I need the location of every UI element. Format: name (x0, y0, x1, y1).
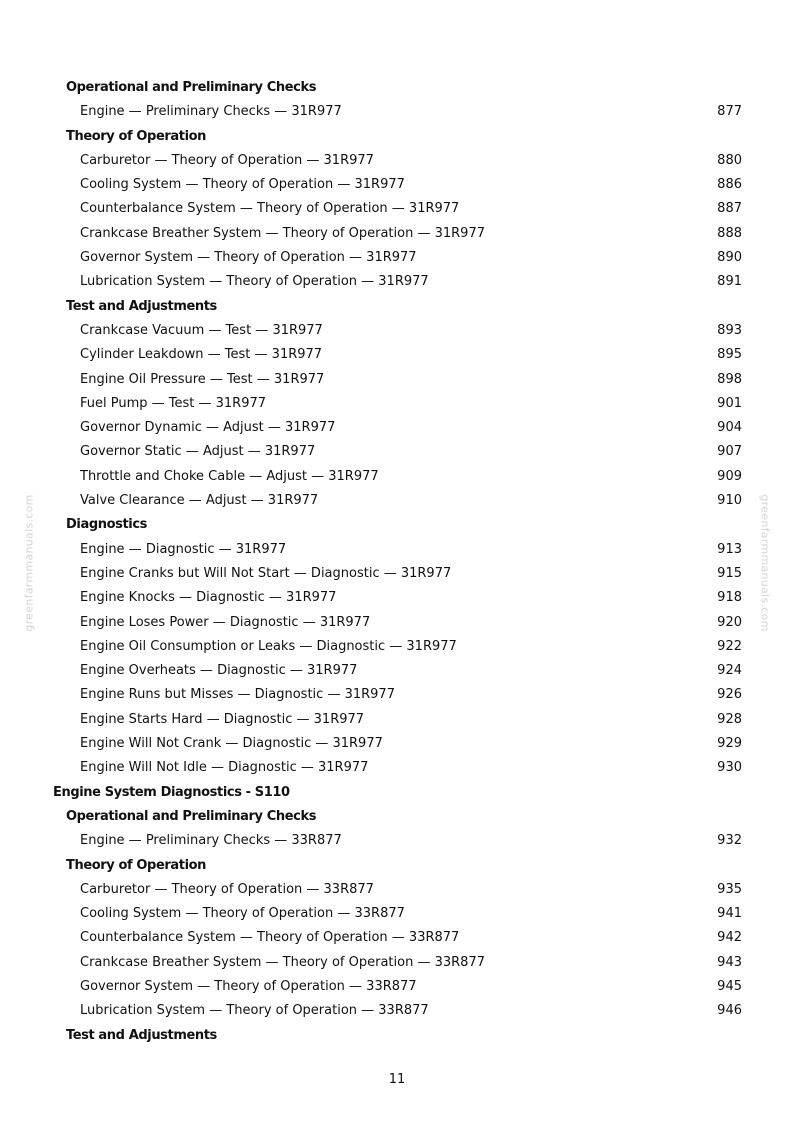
watermark-left: greenfarmmanuals.com (22, 494, 36, 632)
toc-entry-page[interactable]: 943 (717, 954, 742, 970)
toc-entry-page[interactable]: 915 (717, 565, 742, 581)
toc-entry-page[interactable]: 898 (717, 371, 742, 387)
toc-entry-page[interactable]: 888 (717, 225, 742, 241)
toc-entry-title[interactable]: Engine Oil Pressure — Test — 31R977 (80, 371, 325, 387)
toc-entry[interactable] (0, 878, 794, 902)
toc-entry-page[interactable]: 945 (717, 978, 742, 994)
toc-entry[interactable] (0, 635, 794, 659)
toc-entry[interactable] (0, 416, 794, 440)
toc-entry-title[interactable]: Fuel Pump — Test — 31R977 (80, 395, 267, 411)
toc-entry-page[interactable]: 910 (717, 493, 742, 509)
toc-entry-title[interactable]: Engine Oil Consumption or Leaks — Diagnostic — 31R977 (80, 638, 457, 654)
toc-entry-title[interactable]: Governor System — Theory of Operation — 33R877 (80, 978, 417, 994)
toc-entry-page[interactable]: 926 (717, 687, 742, 703)
toc-heading-label: Theory of Operation (66, 857, 207, 873)
toc-entry-page[interactable]: 922 (717, 638, 742, 654)
toc-entry[interactable] (0, 173, 794, 197)
toc-heading-label: Theory of Operation (66, 128, 207, 144)
toc-entry[interactable] (0, 829, 794, 853)
toc-entry[interactable] (0, 440, 794, 464)
toc-entry-title[interactable]: Crankcase Vacuum — Test — 31R977 (80, 322, 323, 338)
toc-entry[interactable] (0, 270, 794, 294)
toc-entry-page[interactable]: 904 (717, 420, 742, 436)
toc-section-heading (0, 1024, 794, 1048)
toc-entry-page[interactable]: 941 (717, 906, 742, 922)
toc-entry-page[interactable]: 907 (717, 444, 742, 460)
toc-entry-title[interactable]: Cooling System — Theory of Operation — 33R877 (80, 906, 405, 922)
toc-entry-title[interactable]: Engine Loses Power — Diagnostic — 31R977 (80, 614, 371, 630)
toc-entry[interactable] (0, 999, 794, 1023)
toc-entry-title[interactable]: Engine Starts Hard — Diagnostic — 31R977 (80, 711, 365, 727)
toc-entry-page[interactable]: 909 (717, 468, 742, 484)
toc-entry-page[interactable]: 929 (717, 736, 742, 752)
toc-entry-title[interactable]: Governor Static — Adjust — 31R977 (80, 444, 316, 460)
toc-entry-title[interactable]: Lubrication System — Theory of Operation — 31R977 (80, 274, 429, 290)
toc-entry-title[interactable]: Engine — Diagnostic — 31R977 (80, 541, 287, 557)
toc-entry[interactable] (0, 246, 794, 270)
toc-entry-page[interactable]: 901 (717, 395, 742, 411)
toc-entry-title[interactable]: Carburetor — Theory of Operation — 31R977 (80, 152, 374, 168)
toc-entry[interactable] (0, 732, 794, 756)
toc-entry-title[interactable]: Engine Knocks — Diagnostic — 31R977 (80, 590, 337, 606)
toc-entry[interactable] (0, 368, 794, 392)
toc-entry-title[interactable]: Engine Will Not Crank — Diagnostic — 31R977 (80, 736, 383, 752)
toc-entry-title[interactable]: Crankcase Breather System — Theory of Operation — 31R977 (80, 225, 485, 241)
toc-entry-page[interactable]: 877 (717, 104, 742, 120)
toc-entry-title[interactable]: Counterbalance System — Theory of Operation — 31R977 (80, 201, 460, 217)
toc-entry[interactable] (0, 975, 794, 999)
toc-entry[interactable] (0, 562, 794, 586)
toc-entry-page[interactable]: 932 (717, 833, 742, 849)
toc-entry-title[interactable]: Crankcase Breather System — Theory of Operation — 33R877 (80, 954, 485, 970)
toc-section-heading (0, 125, 794, 149)
toc-entry-page[interactable]: 880 (717, 152, 742, 168)
toc-section-heading (0, 854, 794, 878)
toc-entry-page[interactable]: 890 (717, 250, 742, 266)
toc-section-heading (0, 295, 794, 319)
toc-entry-title[interactable]: Valve Clearance — Adjust — 31R977 (80, 493, 319, 509)
toc-entry[interactable] (0, 683, 794, 707)
toc-entry[interactable] (0, 951, 794, 975)
toc-entry-page[interactable]: 886 (717, 177, 742, 193)
toc-entry-page[interactable]: 887 (717, 201, 742, 217)
page-number: 11 (388, 1072, 406, 1087)
toc-entry-title[interactable]: Engine — Preliminary Checks — 31R977 (80, 104, 342, 120)
toc-entry-page[interactable]: 918 (717, 590, 742, 606)
toc-heading-label: Engine System Diagnostics - S110 (53, 784, 290, 800)
toc-heading-label: Test and Adjustments (66, 298, 217, 314)
toc-section-heading (0, 805, 794, 829)
toc-entry-page[interactable]: 930 (717, 760, 742, 776)
toc-entry-title[interactable]: Engine — Preliminary Checks — 33R877 (80, 833, 342, 849)
toc-entry-page[interactable]: 891 (717, 274, 742, 290)
toc-heading-label: Diagnostics (66, 517, 147, 533)
watermark-right: greenfarmmanuals.com (758, 494, 772, 632)
toc-entry[interactable] (0, 489, 794, 513)
toc-entry[interactable] (0, 343, 794, 367)
toc-heading-label: Operational and Preliminary Checks (66, 80, 317, 95)
toc-entry-page[interactable]: 935 (717, 881, 742, 897)
toc-entry-title[interactable]: Engine Overheats — Diagnostic — 31R977 (80, 663, 358, 679)
toc-entry[interactable] (0, 100, 794, 124)
toc-entry[interactable] (0, 756, 794, 780)
toc-entry[interactable] (0, 659, 794, 683)
table-of-contents (0, 76, 794, 1048)
toc-entry[interactable] (0, 222, 794, 246)
toc-entry[interactable] (0, 319, 794, 343)
toc-section-heading (0, 76, 794, 100)
toc-entry[interactable] (0, 392, 794, 416)
toc-heading-label: Operational and Preliminary Checks (66, 808, 317, 824)
toc-entry[interactable] (0, 708, 794, 732)
toc-entry-page[interactable]: 920 (717, 614, 742, 630)
toc-entry-page[interactable]: 913 (717, 541, 742, 557)
toc-entry[interactable] (0, 149, 794, 173)
toc-entry[interactable] (0, 611, 794, 635)
toc-entry-title[interactable]: Counterbalance System — Theory of Operation — 33R877 (80, 930, 460, 946)
toc-entry[interactable] (0, 902, 794, 926)
toc-entry-title[interactable]: Cooling System — Theory of Operation — 31R977 (80, 177, 405, 193)
toc-entry[interactable] (0, 538, 794, 562)
toc-entry[interactable] (0, 586, 794, 610)
toc-entry-title[interactable]: Engine Will Not Idle — Diagnostic — 31R977 (80, 760, 369, 776)
toc-entry-title[interactable]: Engine Cranks but Will Not Start — Diagnostic — 31R977 (80, 565, 452, 581)
toc-entry-page[interactable]: 946 (717, 1003, 742, 1019)
toc-entry[interactable] (0, 197, 794, 221)
toc-heading-label: Test and Adjustments (66, 1027, 217, 1043)
toc-entry-title[interactable]: Carburetor — Theory of Operation — 33R877 (80, 881, 374, 897)
toc-entry-title[interactable]: Lubrication System — Theory of Operation — 33R877 (80, 1003, 429, 1019)
toc-entry-title[interactable]: Engine Runs but Misses — Diagnostic — 31R977 (80, 687, 395, 703)
toc-entry-page[interactable]: 924 (717, 663, 742, 679)
toc-section-heading (0, 781, 794, 805)
toc-entry-title[interactable]: Governor System — Theory of Operation — 31R977 (80, 250, 417, 266)
toc-entry[interactable] (0, 465, 794, 489)
toc-section-heading (0, 513, 794, 537)
toc-entry-page[interactable]: 893 (717, 322, 742, 338)
toc-entry-page[interactable]: 895 (717, 347, 742, 363)
toc-entry-title[interactable]: Governor Dynamic — Adjust — 31R977 (80, 420, 336, 436)
toc-entry[interactable] (0, 926, 794, 950)
toc-entry-page[interactable]: 928 (717, 711, 742, 727)
toc-entry-title[interactable]: Throttle and Choke Cable — Adjust — 31R977 (80, 468, 379, 484)
toc-entry-page[interactable]: 942 (717, 930, 742, 946)
toc-entry-title[interactable]: Cylinder Leakdown — Test — 31R977 (80, 347, 323, 363)
